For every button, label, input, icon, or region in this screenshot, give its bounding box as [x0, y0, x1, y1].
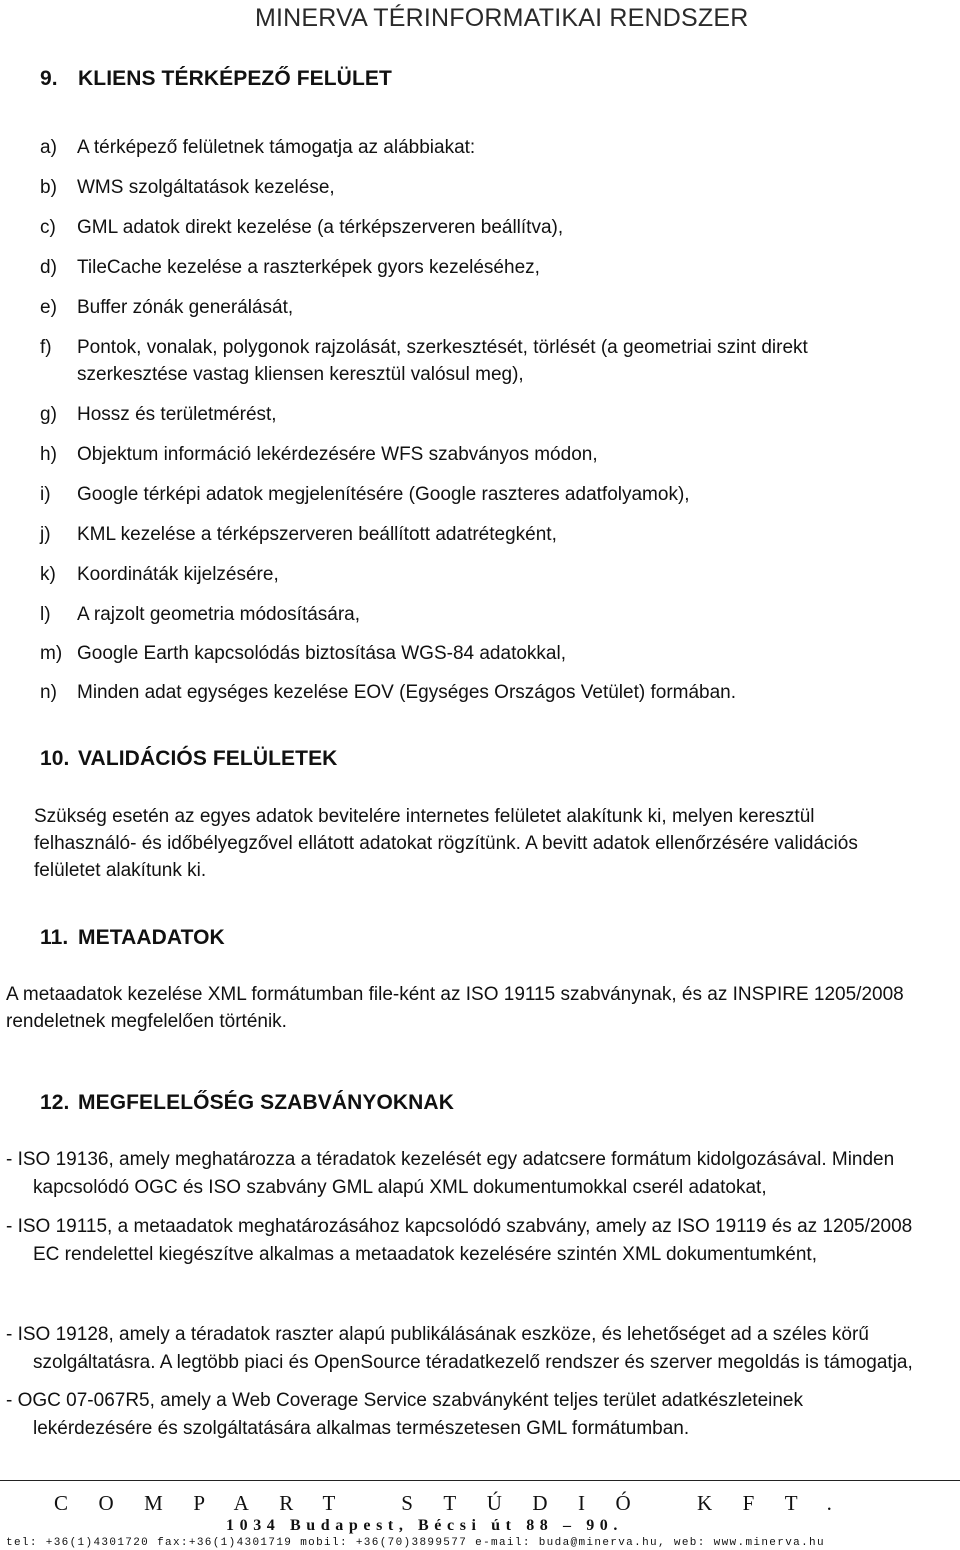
section-title: METAADATOK: [78, 926, 225, 949]
list-item-text: Google térképi adatok megjelenítésére (Google raszteres adatfolyamok),: [77, 484, 690, 505]
list-item-text: Hossz és területmérést,: [77, 404, 277, 425]
list-item-text: Google Earth kapcsolódás biztosítása WGS-84 adatokkal,: [77, 643, 566, 664]
list-item-text: TileCache kezelése a raszterképek gyors kezeléséhez,: [77, 257, 540, 278]
list-item-letter: h): [40, 444, 57, 465]
footer-contact: tel: +36(1)4301720 fax:+36(1)4301719 mobil: +36(70)3899577 e-mail: buda@minerva.hu, web: www.minerva.hu: [6, 1537, 825, 1549]
paragraph-line: Szükség esetén az egyes adatok bevitelére internetes felületet alakítunk ki, melyen keresztül: [34, 806, 815, 827]
list-item-letter: i): [40, 484, 51, 505]
section-title: KLIENS TÉRKÉPEZŐ FELÜLET: [78, 67, 392, 90]
header-title: MINERVA TÉRINFORMATIKAI RENDSZER: [255, 4, 749, 32]
list-item-text: Pontok, vonalak, polygonok rajzolását, szerkesztését, törlését (a geometriai szint direkt: [77, 337, 808, 358]
list-item-letter: n): [40, 682, 57, 703]
section-paragraph: [6, 981, 904, 1035]
section-heading: [40, 926, 225, 950]
list-item-text: GML adatok direkt kezelése (a térképszerveren beállítva),: [77, 217, 564, 238]
standard-item-line: - ISO 19128, amely a téradatok raszter alapú publikálásának eszköze, és lehetőséget ad a széles körű: [6, 1324, 869, 1345]
section-title: VALIDÁCIÓS FELÜLETEK: [78, 747, 338, 770]
section-title: MEGFELELŐSÉG SZABVÁNYOKNAK: [78, 1091, 454, 1114]
standard-item-line: - ISO 19115, a metaadatok meghatározásához kapcsolódó szabvány, amely az ISO 19119 és az 1205/2008: [6, 1216, 913, 1237]
list-item-letter: d): [40, 257, 57, 278]
footer-divider: [0, 1480, 960, 1481]
section-number: 9.: [40, 67, 58, 90]
standard-item-line-continued: lekérdezésére és szolgáltatására alkalmas természetesen GML formátumban.: [33, 1418, 690, 1439]
list-item-letter: a): [40, 137, 57, 158]
list-item-letter: f): [40, 337, 52, 358]
standard-item-line: - OGC 07-067R5, amely a Web Coverage Service szabványként teljes terület adatkészleteinek: [6, 1390, 803, 1411]
section-heading: [40, 67, 392, 91]
list-item-letter: l): [40, 604, 51, 625]
section-number: 12.: [40, 1091, 70, 1114]
footer-company: COMPART STÚDIÓ KFT.: [54, 1491, 863, 1515]
list-item-letter: j): [40, 524, 51, 545]
section-paragraph: [34, 803, 858, 884]
paragraph-line: rendeletnek megfelelően történik.: [6, 1011, 287, 1032]
section-number: 11.: [40, 926, 69, 949]
list-item-letter: g): [40, 404, 57, 425]
list-item-text: A térképező felületnek támogatja az alábbiakat:: [77, 137, 476, 158]
paragraph-line: A metaadatok kezelése XML formátumban file-ként az ISO 19115 szabványnak, és az INSPIRE 1205/2008: [6, 984, 904, 1005]
list-item-text: Minden adat egységes kezelése EOV (Egységes Országos Vetület) formában.: [77, 682, 737, 703]
list-item-text: Koordináták kijelzésére,: [77, 564, 279, 585]
list-item-letter: m): [40, 643, 63, 664]
paragraph-line: felületet alakítunk ki.: [34, 860, 207, 881]
section-heading: [40, 747, 337, 771]
standard-item-line-continued: EC rendelettel kiegészítve alkalmas a metaadatok kezelésére szintén XML dokumentumként,: [33, 1244, 817, 1265]
list-item-text: Buffer zónák generálását,: [77, 297, 294, 318]
paragraph-line: felhasználó- és időbélyegzővel ellátott adatokat rögzítünk. A bevitt adatok ellenőrzésére validációs: [34, 833, 858, 854]
standard-item-line-continued: szolgáltatásra. A legtöbb piaci és OpenSource téradatkezelő rendszer és szerver megoldás is támogatja,: [33, 1352, 913, 1373]
list-item-text: WMS szolgáltatások kezelése,: [77, 177, 335, 198]
footer-address: 1034 Budapest, Bécsi út 88 – 90.: [226, 1517, 623, 1534]
list-item-text: Objektum információ lekérdezésére WFS szabványos módon,: [77, 444, 598, 465]
list-item-letter: k): [40, 564, 56, 585]
list-item-text: KML kezelése a térképszerveren beállított adatrétegként,: [77, 524, 557, 545]
list-item-letter: b): [40, 177, 57, 198]
section-number: 10.: [40, 747, 70, 770]
list-item-text: A rajzolt geometria módosítására,: [77, 604, 361, 625]
standard-item-line-continued: kapcsolódó OGC és ISO szabvány GML alapú XML dokumentumokkal cserél adatokat,: [33, 1177, 767, 1198]
list-item-letter: e): [40, 297, 57, 318]
list-item-text-continued: szerkesztése vastag kliensen keresztül valósul meg),: [77, 364, 524, 385]
section-heading: [40, 1091, 454, 1115]
standard-item-line: - ISO 19136, amely meghatározza a téradatok kezelését egy adatcsere formátum kidolgozásával. Minden: [6, 1149, 895, 1170]
list-item-letter: c): [40, 217, 56, 238]
